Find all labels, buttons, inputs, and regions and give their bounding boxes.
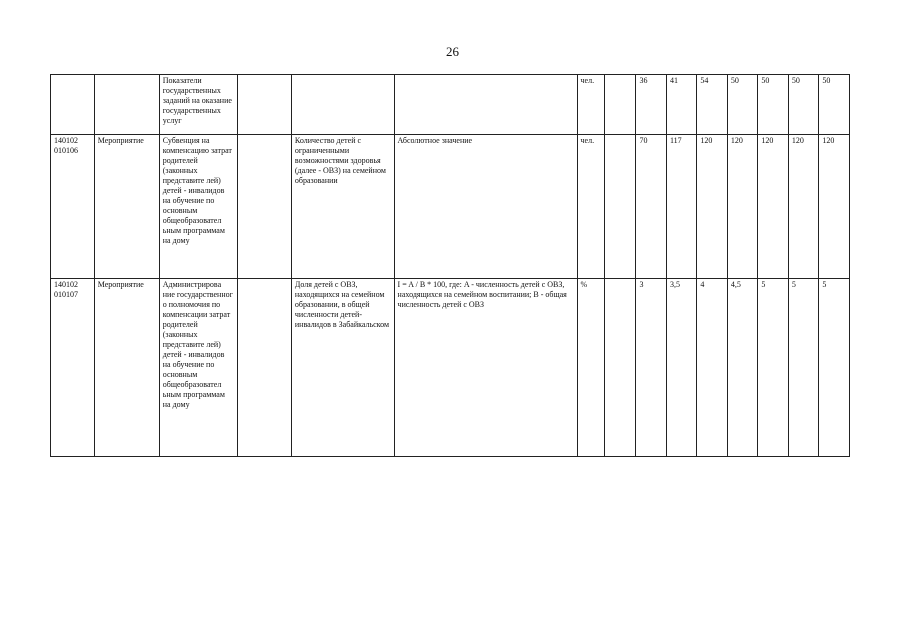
row-value-cell: 3 bbox=[636, 279, 666, 457]
page-number: 26 bbox=[446, 44, 459, 59]
row-method-cell: Абсолютное значение bbox=[394, 135, 577, 279]
table-row bbox=[51, 135, 850, 279]
row-name-cell: Администрирова ние государственног о полномочия по компенсации затрат родителей (законных представите лей) детей - инвалидов на обучение по основным общеобразовател ьным программам на дому bbox=[159, 279, 237, 457]
row-indicator-cell bbox=[291, 75, 394, 135]
row-value-cell: 4,5 bbox=[727, 279, 757, 457]
row-empty-cell bbox=[604, 75, 636, 135]
row-value-cell: 54 bbox=[697, 75, 727, 135]
row-value-cell: 70 bbox=[636, 135, 666, 279]
table-row bbox=[51, 75, 850, 135]
row-value-cell: 5 bbox=[788, 279, 818, 457]
row-value-cell: 120 bbox=[819, 135, 850, 279]
row-empty-cell bbox=[238, 75, 292, 135]
row-value-cell: 3,5 bbox=[666, 279, 696, 457]
row-indicator-cell: Количество детей с ограниченными возможностями здоровья (далее - ОВЗ) на семейном образовании bbox=[291, 135, 394, 279]
row-name-cell: Субвенция на компенсацию затрат родителей (законных представите лей) детей - инвалидов на обучение по основным общеобразовател ьным программам на дому bbox=[159, 135, 237, 279]
row-unit-cell: чел. bbox=[577, 75, 604, 135]
table-row bbox=[51, 279, 850, 457]
row-value-cell: 120 bbox=[788, 135, 818, 279]
row-name-cell: Показатели государственных заданий на оказание государственных услуг bbox=[159, 75, 237, 135]
row-value-cell: 4 bbox=[697, 279, 727, 457]
row-value-cell: 41 bbox=[666, 75, 696, 135]
row-value-cell: 120 bbox=[697, 135, 727, 279]
row-value-cell: 5 bbox=[758, 279, 788, 457]
row-value-cell: 36 bbox=[636, 75, 666, 135]
row-value-cell: 50 bbox=[819, 75, 850, 135]
row-code-cell: 140102 010107 bbox=[51, 279, 95, 457]
row-type-cell: Мероприятие bbox=[94, 135, 159, 279]
row-empty-cell bbox=[238, 135, 292, 279]
program-indicators-table bbox=[50, 74, 850, 457]
row-value-cell: 120 bbox=[727, 135, 757, 279]
row-indicator-cell: Доля детей с ОВЗ, находящихся на семейном образовании, в общей численности детей-инвалидов в Забайкальском bbox=[291, 279, 394, 457]
row-empty-cell bbox=[604, 135, 636, 279]
row-value-cell: 120 bbox=[758, 135, 788, 279]
row-value-cell: 50 bbox=[727, 75, 757, 135]
row-value-cell: 5 bbox=[819, 279, 850, 457]
row-type-cell: Мероприятие bbox=[94, 279, 159, 457]
row-value-cell: 50 bbox=[758, 75, 788, 135]
row-method-cell: I = A / B * 100, где: A - численность детей с ОВЗ, находящихся на семейном воспитании; B - общая численность детей с ОВЗ bbox=[394, 279, 577, 457]
row-unit-cell: % bbox=[577, 279, 604, 457]
row-empty-cell bbox=[238, 279, 292, 457]
row-value-cell: 117 bbox=[666, 135, 696, 279]
row-method-cell bbox=[394, 75, 577, 135]
row-empty-cell bbox=[604, 279, 636, 457]
row-value-cell: 50 bbox=[788, 75, 818, 135]
row-code-cell: 140102 010106 bbox=[51, 135, 95, 279]
row-type-cell bbox=[94, 75, 159, 135]
row-unit-cell: чел. bbox=[577, 135, 604, 279]
row-code-cell bbox=[51, 75, 95, 135]
